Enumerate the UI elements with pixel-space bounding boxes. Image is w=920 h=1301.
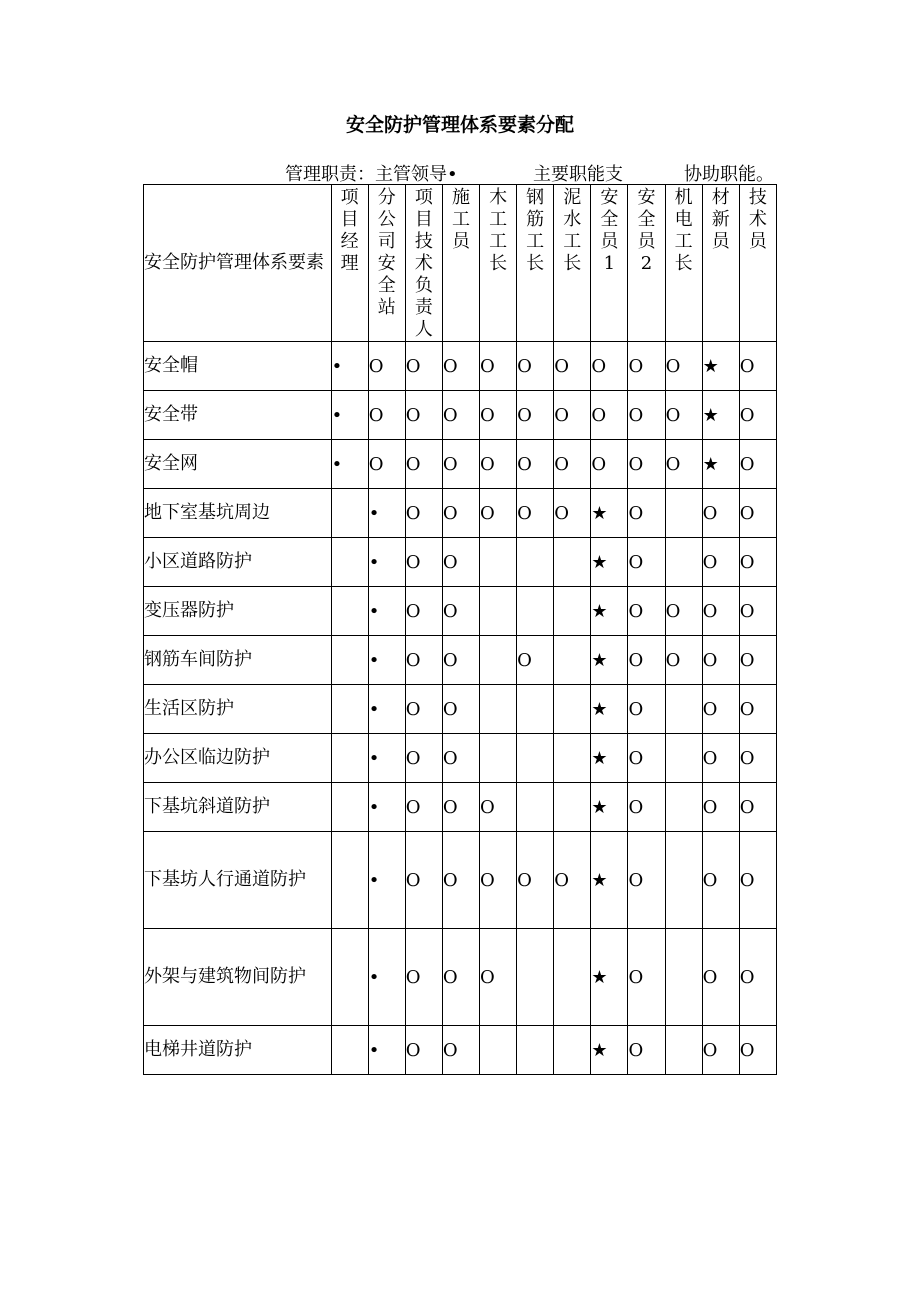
row-label: 下基坊人行通道防护 bbox=[144, 832, 332, 929]
table-row bbox=[144, 1026, 777, 1075]
row-label: 小区道路防护 bbox=[144, 538, 332, 587]
table-cell: O bbox=[665, 587, 702, 636]
column-header bbox=[554, 185, 591, 342]
table-cell: O bbox=[628, 538, 665, 587]
table-cell bbox=[665, 489, 702, 538]
table-cell: O bbox=[405, 734, 442, 783]
table-cell bbox=[331, 832, 368, 929]
table-cell: O bbox=[480, 489, 517, 538]
row-label: 钢筋车间防护 bbox=[144, 636, 332, 685]
table-cell bbox=[554, 734, 591, 783]
table-cell: O bbox=[628, 636, 665, 685]
table-cell: O bbox=[628, 1026, 665, 1075]
table-cell bbox=[517, 783, 554, 832]
table-cell: O bbox=[591, 391, 628, 440]
table-cell: O bbox=[442, 587, 479, 636]
table-cell bbox=[665, 538, 702, 587]
table-row bbox=[144, 342, 777, 391]
table-cell: O bbox=[442, 685, 479, 734]
table-cell: O bbox=[702, 636, 739, 685]
table-cell: ★ bbox=[591, 1026, 628, 1075]
table-cell bbox=[480, 734, 517, 783]
table-cell: O bbox=[405, 783, 442, 832]
table-cell: ★ bbox=[702, 391, 739, 440]
table-cell bbox=[517, 538, 554, 587]
table-cell bbox=[517, 685, 554, 734]
table-cell: O bbox=[405, 685, 442, 734]
table-cell: O bbox=[554, 832, 591, 929]
row-label: 电梯井道防护 bbox=[144, 1026, 332, 1075]
table-cell: O bbox=[442, 489, 479, 538]
allocation-table bbox=[143, 184, 777, 1075]
table-cell: O bbox=[442, 832, 479, 929]
table-cell bbox=[554, 538, 591, 587]
table-cell: O bbox=[739, 636, 776, 685]
table-cell: ★ bbox=[591, 929, 628, 1026]
page-title: 安全防护管理体系要素分配 bbox=[345, 114, 574, 136]
table-row bbox=[144, 636, 777, 685]
table-row bbox=[144, 489, 777, 538]
table-cell: O bbox=[405, 587, 442, 636]
table-cell: ★ bbox=[591, 489, 628, 538]
table-cell: O bbox=[442, 783, 479, 832]
column-header-label: 木工工长 bbox=[489, 187, 508, 274]
table-cell: O bbox=[405, 391, 442, 440]
table-cell: O bbox=[442, 734, 479, 783]
table-cell bbox=[331, 1026, 368, 1075]
row-label: 下基坑斜道防护 bbox=[144, 783, 332, 832]
table-cell: • bbox=[368, 734, 405, 783]
table-row bbox=[144, 391, 777, 440]
table-cell: O bbox=[702, 587, 739, 636]
table-cell: O bbox=[628, 391, 665, 440]
table-cell: O bbox=[628, 783, 665, 832]
column-header-label: 安全员2 bbox=[637, 187, 656, 274]
corner-header: 安全防护管理体系要素 bbox=[144, 185, 332, 342]
table-cell: O bbox=[739, 783, 776, 832]
table-row bbox=[144, 783, 777, 832]
table-cell: ★ bbox=[702, 342, 739, 391]
table-cell: O bbox=[628, 342, 665, 391]
table-cell: O bbox=[591, 440, 628, 489]
table-cell: • bbox=[368, 636, 405, 685]
table-cell bbox=[517, 929, 554, 1026]
table-cell: O bbox=[517, 832, 554, 929]
table-cell: O bbox=[368, 440, 405, 489]
column-header-label: 安全员1 bbox=[600, 187, 619, 274]
column-header bbox=[442, 185, 479, 342]
table-cell: O bbox=[405, 929, 442, 1026]
table-cell: O bbox=[739, 391, 776, 440]
table-cell: • bbox=[331, 440, 368, 489]
column-header bbox=[331, 185, 368, 342]
column-header-label: 技术员 bbox=[748, 187, 767, 252]
table-row bbox=[144, 734, 777, 783]
table-cell: O bbox=[480, 391, 517, 440]
table-cell: ★ bbox=[591, 832, 628, 929]
row-label: 外架与建筑物间防护 bbox=[144, 929, 332, 1026]
table-cell: O bbox=[554, 440, 591, 489]
table-cell: O bbox=[480, 342, 517, 391]
table-cell: O bbox=[739, 440, 776, 489]
table-cell: O bbox=[517, 440, 554, 489]
table-cell: O bbox=[368, 391, 405, 440]
table-cell: O bbox=[480, 832, 517, 929]
table-cell: O bbox=[442, 342, 479, 391]
table-cell: O bbox=[442, 1026, 479, 1075]
column-header-label: 项目技术负责人 bbox=[414, 187, 433, 340]
table-cell bbox=[331, 929, 368, 1026]
column-header bbox=[517, 185, 554, 342]
table-cell bbox=[480, 685, 517, 734]
table-cell: O bbox=[442, 440, 479, 489]
table-cell bbox=[554, 587, 591, 636]
table-cell: O bbox=[702, 685, 739, 734]
table-cell: O bbox=[442, 636, 479, 685]
table-cell: • bbox=[368, 538, 405, 587]
table-cell bbox=[554, 636, 591, 685]
table-cell: • bbox=[368, 489, 405, 538]
table-cell bbox=[554, 1026, 591, 1075]
table-cell bbox=[480, 538, 517, 587]
table-cell: • bbox=[331, 391, 368, 440]
table-cell: O bbox=[368, 342, 405, 391]
column-header-label: 施工员 bbox=[451, 187, 470, 252]
table-cell: • bbox=[368, 929, 405, 1026]
column-header bbox=[480, 185, 517, 342]
table-cell: O bbox=[480, 783, 517, 832]
column-header bbox=[591, 185, 628, 342]
table-cell: ★ bbox=[591, 685, 628, 734]
table-cell: O bbox=[628, 832, 665, 929]
table-cell: • bbox=[331, 342, 368, 391]
table-row bbox=[144, 538, 777, 587]
table-row bbox=[144, 832, 777, 929]
row-label: 生活区防护 bbox=[144, 685, 332, 734]
table-cell: O bbox=[702, 734, 739, 783]
table-cell: O bbox=[739, 1026, 776, 1075]
column-header-label: 泥水工长 bbox=[563, 187, 582, 274]
table-cell: O bbox=[628, 685, 665, 734]
table-cell bbox=[554, 929, 591, 1026]
column-header bbox=[405, 185, 442, 342]
table-cell bbox=[331, 734, 368, 783]
table-row bbox=[144, 587, 777, 636]
table-cell: O bbox=[702, 783, 739, 832]
table-cell: O bbox=[702, 1026, 739, 1075]
table-cell: O bbox=[628, 489, 665, 538]
table-cell bbox=[480, 1026, 517, 1075]
table-cell: O bbox=[591, 342, 628, 391]
table-cell: O bbox=[628, 440, 665, 489]
table-cell: O bbox=[739, 489, 776, 538]
column-header bbox=[665, 185, 702, 342]
table-cell: O bbox=[405, 440, 442, 489]
column-header-label: 分公司安全站 bbox=[377, 187, 396, 318]
table-cell: O bbox=[405, 342, 442, 391]
table-cell: O bbox=[739, 342, 776, 391]
table-cell: ★ bbox=[591, 538, 628, 587]
row-label: 安全网 bbox=[144, 440, 332, 489]
column-header bbox=[628, 185, 665, 342]
table-cell: O bbox=[739, 587, 776, 636]
table-cell: ★ bbox=[591, 783, 628, 832]
table-cell bbox=[331, 685, 368, 734]
table-cell: ★ bbox=[591, 636, 628, 685]
column-header bbox=[702, 185, 739, 342]
table-cell bbox=[480, 636, 517, 685]
row-label: 变压器防护 bbox=[144, 587, 332, 636]
table-cell: O bbox=[665, 440, 702, 489]
table-cell: ★ bbox=[702, 440, 739, 489]
column-header bbox=[739, 185, 776, 342]
row-label: 地下室基坑周边 bbox=[144, 489, 332, 538]
table-cell: O bbox=[554, 391, 591, 440]
table-cell: O bbox=[554, 489, 591, 538]
table-cell bbox=[331, 783, 368, 832]
table-cell: O bbox=[739, 832, 776, 929]
table-row bbox=[144, 440, 777, 489]
table-cell: ★ bbox=[591, 587, 628, 636]
table-cell bbox=[480, 587, 517, 636]
table-cell bbox=[554, 783, 591, 832]
table-cell: O bbox=[442, 929, 479, 1026]
table-cell bbox=[665, 832, 702, 929]
table-cell bbox=[517, 587, 554, 636]
table-cell: O bbox=[480, 440, 517, 489]
table-cell: O bbox=[739, 538, 776, 587]
table-cell bbox=[331, 587, 368, 636]
table-cell: O bbox=[442, 538, 479, 587]
table-cell: • bbox=[368, 783, 405, 832]
table-cell: O bbox=[665, 391, 702, 440]
table-cell bbox=[517, 734, 554, 783]
table-cell bbox=[331, 636, 368, 685]
table-cell: O bbox=[628, 929, 665, 1026]
legend-main-duty: 管理职责：主管领导• bbox=[285, 164, 458, 185]
table-cell: O bbox=[442, 391, 479, 440]
table-cell: O bbox=[517, 391, 554, 440]
table-row bbox=[144, 929, 777, 1026]
table-cell: O bbox=[739, 929, 776, 1026]
table-cell bbox=[331, 538, 368, 587]
table-row bbox=[144, 685, 777, 734]
table-cell bbox=[517, 1026, 554, 1075]
table-cell: O bbox=[665, 342, 702, 391]
table-cell bbox=[665, 783, 702, 832]
table-cell: • bbox=[368, 1026, 405, 1075]
table-cell: O bbox=[702, 929, 739, 1026]
table-cell: O bbox=[517, 342, 554, 391]
table-cell: O bbox=[405, 832, 442, 929]
table-cell bbox=[665, 734, 702, 783]
table-cell: O bbox=[628, 587, 665, 636]
table-cell: O bbox=[517, 636, 554, 685]
table-cell bbox=[665, 1026, 702, 1075]
table-cell: O bbox=[405, 636, 442, 685]
table-cell: O bbox=[517, 489, 554, 538]
table-cell: O bbox=[405, 1026, 442, 1075]
table-cell: O bbox=[554, 342, 591, 391]
table-cell: O bbox=[702, 538, 739, 587]
table-cell: O bbox=[702, 489, 739, 538]
legend-assist-duty: 协助职能。 bbox=[684, 164, 774, 185]
table-cell: O bbox=[702, 832, 739, 929]
legend-support-duty: 主要职能支 bbox=[533, 164, 623, 185]
table-cell bbox=[665, 685, 702, 734]
header-row bbox=[144, 185, 777, 342]
row-label: 安全带 bbox=[144, 391, 332, 440]
table-cell: O bbox=[405, 489, 442, 538]
table-cell: ★ bbox=[591, 734, 628, 783]
column-header-label: 机电工长 bbox=[674, 187, 693, 274]
table-cell bbox=[665, 929, 702, 1026]
row-label: 办公区临边防护 bbox=[144, 734, 332, 783]
table-cell bbox=[554, 685, 591, 734]
table-cell: O bbox=[739, 734, 776, 783]
column-header-label: 钢筋工长 bbox=[526, 187, 545, 274]
table-cell: • bbox=[368, 685, 405, 734]
table-cell: O bbox=[739, 685, 776, 734]
column-header-label: 项目经理 bbox=[340, 187, 359, 274]
column-header bbox=[368, 185, 405, 342]
row-label: 安全帽 bbox=[144, 342, 332, 391]
column-header-label: 材新员 bbox=[711, 187, 730, 252]
table-cell: O bbox=[628, 734, 665, 783]
table-cell: • bbox=[368, 832, 405, 929]
table-cell: O bbox=[665, 636, 702, 685]
table-cell bbox=[331, 489, 368, 538]
table-cell: • bbox=[368, 587, 405, 636]
table-cell: O bbox=[480, 929, 517, 1026]
table-cell: O bbox=[405, 538, 442, 587]
